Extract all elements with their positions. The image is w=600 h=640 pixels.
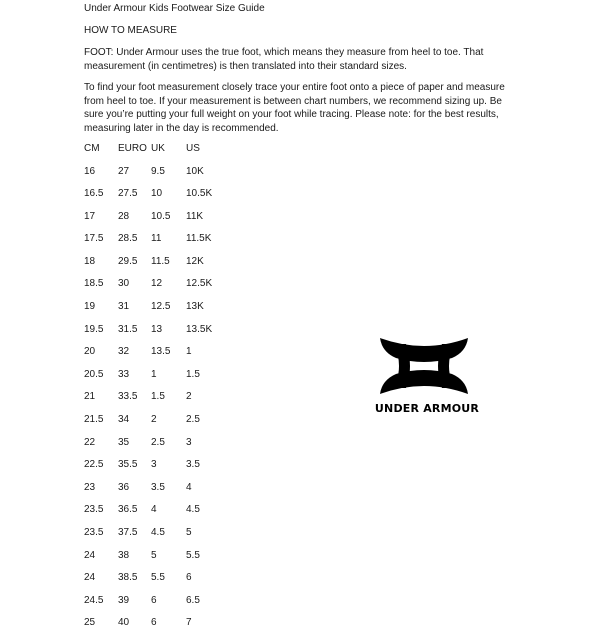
- size-table-body: [84, 166, 226, 640]
- section-heading: HOW TO MEASURE: [84, 25, 177, 36]
- cell-uk: 12: [151, 278, 163, 290]
- cell-cm: 21: [84, 391, 96, 403]
- cell-us: 12K: [186, 255, 204, 267]
- cell-uk: 9.5: [151, 165, 165, 177]
- cell-cm: 25: [84, 617, 96, 629]
- cell-us: 7: [186, 617, 192, 629]
- cell-cm: 24: [84, 549, 96, 561]
- table-row: [84, 391, 226, 414]
- cell-cm: 17.5: [84, 233, 104, 245]
- cell-us: 13K: [186, 301, 204, 313]
- table-row: [84, 166, 226, 189]
- cell-us: 12.5K: [186, 278, 213, 290]
- cell-euro: 33: [118, 368, 130, 380]
- under-armour-logo-icon: [374, 336, 474, 396]
- cell-euro: 27.5: [118, 188, 138, 200]
- cell-euro: 28: [118, 210, 130, 222]
- cell-uk: 2.5: [151, 436, 165, 448]
- cell-uk: 11.5: [151, 255, 170, 267]
- table-row: [84, 595, 226, 618]
- cell-euro: 27: [118, 165, 130, 177]
- table-row: [84, 188, 226, 211]
- cell-uk: 10.5: [151, 210, 171, 222]
- cell-euro: 33.5: [118, 391, 138, 403]
- cell-uk: 6: [151, 594, 157, 606]
- cell-cm: 23: [84, 481, 96, 493]
- table-row: [84, 437, 226, 460]
- column-header-euro: EURO: [118, 143, 147, 154]
- cell-us: 2: [186, 391, 192, 403]
- cell-us: 4.5: [186, 504, 200, 516]
- table-row: [84, 324, 226, 347]
- foot-paragraph: FOOT: Under Armour uses the true foot, which means they measure from heel to toe. That measurement (in centimetres) is then translated into their standard sizes.: [84, 47, 484, 72]
- table-row: [84, 369, 226, 392]
- table-row: [84, 550, 226, 573]
- cell-cm: 17: [84, 210, 96, 222]
- cell-uk: 3: [151, 459, 157, 471]
- page-title: Under Armour Kids Footwear Size Guide: [84, 3, 265, 14]
- cell-us: 2.5: [186, 414, 200, 426]
- table-row: [84, 211, 226, 234]
- cell-us: 11.5K: [186, 233, 212, 245]
- cell-cm: 24.5: [84, 594, 104, 606]
- cell-uk: 12.5: [151, 301, 171, 313]
- cell-euro: 29.5: [118, 255, 138, 267]
- table-row: [84, 233, 226, 256]
- cell-us: 1: [186, 346, 192, 358]
- cell-euro: 37.5: [118, 527, 138, 538]
- under-armour-logo: [352, 336, 502, 420]
- cell-euro: 31.5: [118, 323, 138, 335]
- cell-us: 10.5K: [186, 188, 213, 200]
- table-row: [84, 527, 226, 550]
- cell-euro: 34: [118, 414, 130, 426]
- table-row: [84, 572, 226, 595]
- cell-cm: 16: [84, 165, 96, 177]
- size-table: [84, 143, 226, 640]
- cell-us: 6.5: [186, 594, 200, 606]
- cell-euro: 31: [118, 301, 130, 313]
- column-header-uk: UK: [151, 143, 165, 154]
- cell-uk: 4: [151, 504, 157, 516]
- cell-us: 5.5: [186, 549, 200, 561]
- cell-euro: 38: [118, 549, 130, 561]
- table-row: [84, 459, 226, 482]
- cell-uk: 3.5: [151, 481, 165, 493]
- table-header-row: [84, 143, 226, 166]
- logo-text: UNDER ARMOUR: [374, 402, 480, 415]
- cell-uk: 2: [151, 414, 157, 426]
- cell-us: 3.5: [186, 459, 200, 471]
- cell-uk: 13: [151, 323, 163, 335]
- cell-cm: 20.5: [84, 368, 104, 380]
- cell-euro: 40: [118, 617, 130, 629]
- cell-us: 11K: [186, 210, 204, 222]
- cell-uk: 4.5: [151, 527, 165, 538]
- cell-cm: 18: [84, 255, 96, 267]
- cell-cm: 19: [84, 301, 96, 313]
- table-row: [84, 278, 226, 301]
- cell-uk: 11: [151, 233, 162, 245]
- table-row: [84, 346, 226, 369]
- cell-uk: 6: [151, 617, 157, 629]
- cell-us: 3: [186, 436, 192, 448]
- cell-us: 6: [186, 572, 192, 584]
- instructions-paragraph: To find your foot measurement closely trace your entire foot onto a piece of paper and measure from heel to toe. If your measurement is between chart numbers, we recommend sizing up. Be sure you’re putting your full weight on your foot while tracing. Please note: for the best results, measuring later in the day is recommended.: [84, 82, 505, 134]
- cell-cm: 23.5: [84, 504, 104, 516]
- table-row: [84, 256, 226, 279]
- column-header-cm: CM: [84, 143, 100, 154]
- cell-euro: 39: [118, 594, 130, 606]
- cell-uk: 10: [151, 188, 163, 200]
- cell-us: 10K: [186, 165, 204, 177]
- cell-euro: 28.5: [118, 233, 138, 245]
- table-row: [84, 504, 226, 527]
- table-row: [84, 617, 226, 640]
- cell-us: 4: [186, 481, 192, 493]
- table-row: [84, 482, 226, 505]
- cell-euro: 35: [118, 436, 130, 448]
- cell-cm: 20: [84, 346, 96, 358]
- cell-euro: 35.5: [118, 459, 138, 471]
- table-row: [84, 414, 226, 437]
- cell-euro: 30: [118, 278, 130, 290]
- cell-euro: 38.5: [118, 572, 138, 584]
- cell-uk: 5: [151, 549, 157, 561]
- cell-cm: 19.5: [84, 323, 104, 335]
- cell-cm: 22.5: [84, 459, 104, 471]
- cell-cm: 18.5: [84, 278, 104, 290]
- cell-cm: 23.5: [84, 527, 104, 538]
- cell-uk: 13.5: [151, 346, 171, 358]
- column-header-us: US: [186, 143, 200, 154]
- cell-euro: 36: [118, 481, 130, 493]
- cell-cm: 16.5: [84, 188, 104, 200]
- cell-uk: 1.5: [151, 391, 165, 403]
- cell-us: 5: [186, 527, 192, 538]
- cell-cm: 24: [84, 572, 96, 584]
- cell-euro: 32: [118, 346, 130, 358]
- cell-cm: 22: [84, 436, 96, 448]
- cell-uk: 5.5: [151, 572, 165, 584]
- cell-us: 13.5K: [186, 323, 213, 335]
- cell-cm: 21.5: [84, 414, 104, 426]
- table-row: [84, 301, 226, 324]
- cell-uk: 1: [151, 368, 157, 380]
- cell-euro: 36.5: [118, 504, 138, 516]
- cell-us: 1.5: [186, 368, 200, 380]
